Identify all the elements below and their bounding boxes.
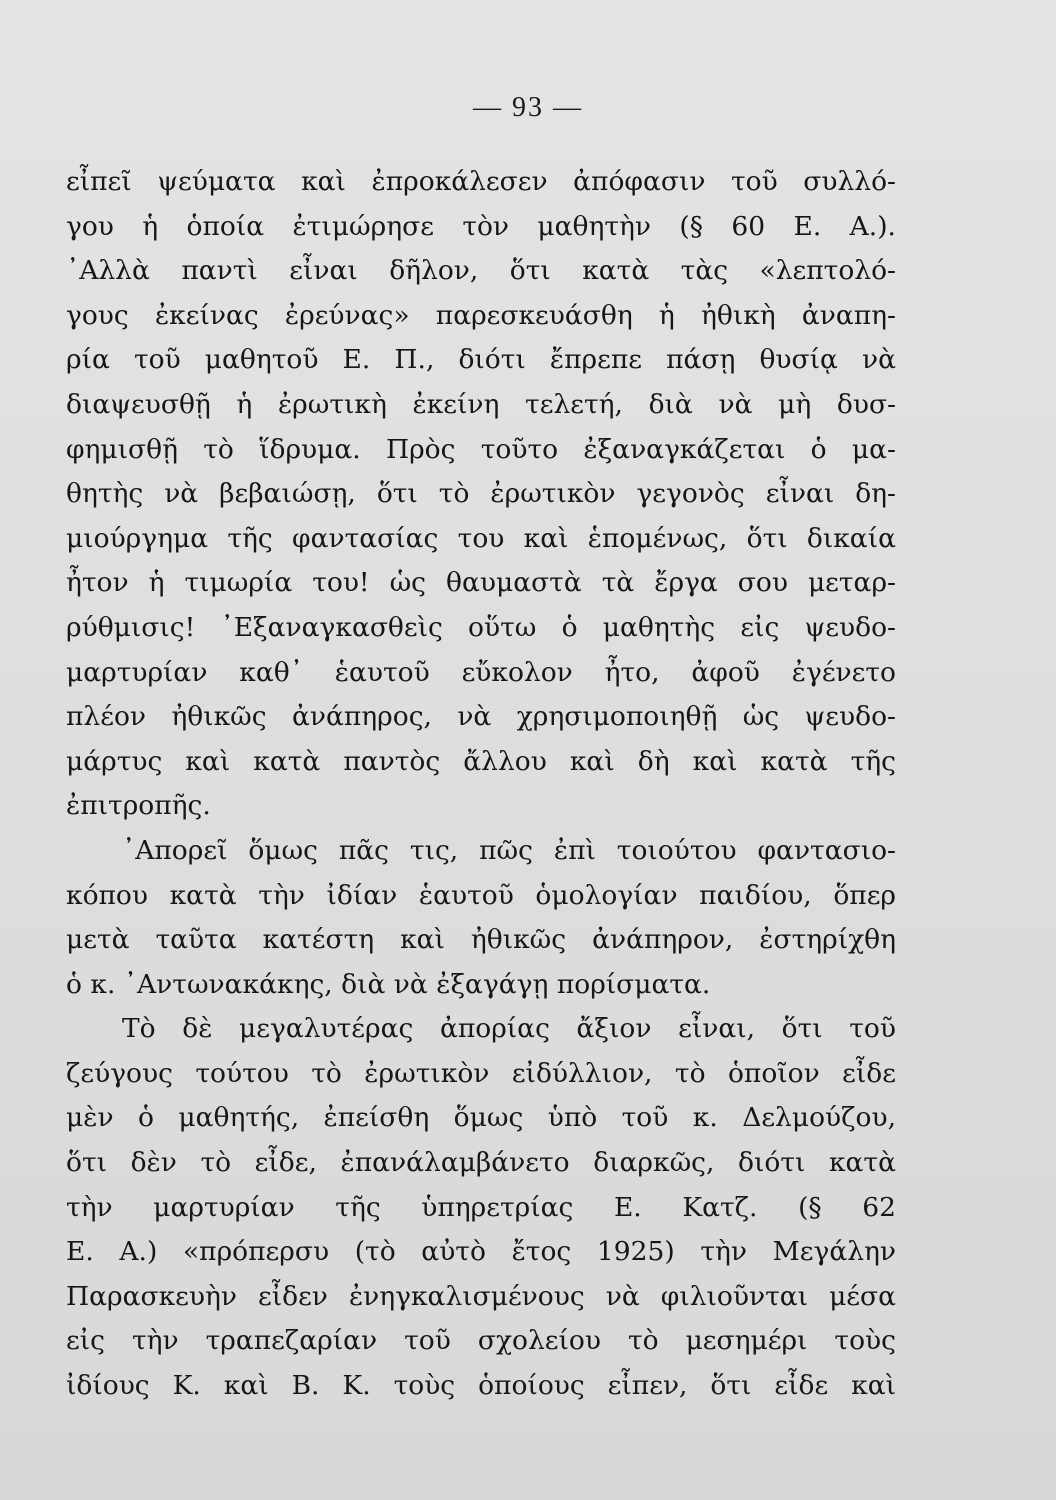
- text-line: ᾿Αλλὰ παντὶ εἶναι δῆλον, ὅτι κατὰ τὰς «λεπτολό-: [66, 255, 896, 287]
- text-line: ρύθμισις! ᾿Εξαναγκασθεὶς οὕτω ὁ μαθητὴς εἰς ψευδο-: [66, 611, 896, 643]
- text-line: Παρασκευὴν εἶδεν ἐνηγκαλισμένους νὰ φιλιοῦνται μέσα: [66, 1280, 896, 1312]
- text-line: ζεύγους τούτου τὸ ἐρωτικὸν εἰδύλλιον, τὸ ὁποῖον εἶδε: [66, 1057, 896, 1089]
- text-line: ἦτον ἡ τιμωρία του! ὡς θαυμαστὰ τὰ ἔργα σου μεταρ-: [66, 567, 896, 599]
- text-line: μετὰ ταῦτα κατέστη καὶ ἠθικῶς ἀνάπηρον, ἐστηρίχθη: [66, 924, 896, 956]
- text-line: μὲν ὁ μαθητής, ἐπείσθη ὅμως ὑπὸ τοῦ κ. Δελμούζου,: [66, 1102, 896, 1134]
- text-line: εἰς τὴν τραπεζαρίαν τοῦ σχολείου τὸ μεσημέρι τοὺς: [66, 1325, 896, 1357]
- text-line: ὅτι δὲν τὸ εἶδε, ἐπανάλαμβάνετο διαρκῶς, διότι κατὰ: [66, 1147, 896, 1179]
- page-number: — 93 —: [473, 92, 583, 123]
- body-text: [66, 160, 896, 1409]
- text-line: ρία τοῦ μαθητοῦ Ε. Π., διότι ἔπρεπε πάσῃ θυσίᾳ νὰ: [66, 344, 896, 376]
- text-line: Τὸ δὲ μεγαλυτέρας ἀπορίας ἄξιον εἶναι, ὅτι τοῦ: [122, 1013, 896, 1045]
- text-line: μάρτυς καὶ κατὰ παντὸς ἄλλου καὶ δὴ καὶ κατὰ τῆς: [66, 745, 896, 777]
- text-line: μιούργημα τῆς φαντασίας του καὶ ἑπομένως, ὅτι δικαία: [66, 522, 896, 554]
- text-line: ἐπιτροπῆς.: [66, 790, 211, 822]
- text-line: διαψευσθῇ ἡ ἐρωτικὴ ἐκείνη τελετή, διὰ νὰ μὴ δυσ-: [66, 388, 896, 420]
- text-line: γου ἡ ὁποία ἐτιμώρησε τὸν μαθητὴν (§ 60 Ε. Α.).: [66, 210, 896, 242]
- text-line: φημισθῇ τὸ ἵδρυμα. Πρὸς τοῦτο ἐξαναγκάζεται ὁ μα-: [66, 433, 896, 465]
- text-line: εἶπεῖ ψεύματα καὶ ἐπροκάλεσεν ἀπόφασιν τοῦ συλλό-: [66, 166, 896, 197]
- text-line: θητὴς νὰ βεβαιώσῃ, ὅτι τὸ ἐρωτικὸν γεγονὸς εἶναι δη-: [66, 478, 896, 510]
- text-line: πλέον ἠθικῶς ἀνάπηρος, νὰ χρησιμοποιηθῇ ὡς ψευδο-: [66, 701, 896, 733]
- text-line: μαρτυρίαν καθ᾿ ἑαυτοῦ εὔκολον ἦτο, ἀφοῦ ἐγένετο: [66, 656, 896, 688]
- text-line: ὁ κ. ᾿Αντωνακάκης, διὰ νὰ ἐξαγάγῃ πορίσματα.: [66, 968, 711, 1000]
- text-line: κόπου κατὰ τὴν ἰδίαν ἑαυτοῦ ὁμολογίαν παιδίου, ὅπερ: [66, 879, 896, 911]
- text-line: γους ἐκείνας ἐρεύνας» παρεσκευάσθη ἡ ἠθικὴ ἀναπη-: [66, 299, 896, 331]
- text-line: ἰδίους Κ. καὶ Β. Κ. τοὺς ὁποίους εἶπεν, ὅτι εἶδε καὶ: [66, 1370, 896, 1402]
- text-line: ᾿Απορεῖ ὅμως πᾶς τις, πῶς ἐπὶ τοιούτου φαντασιο-: [122, 834, 896, 866]
- text-line: τὴν μαρτυρίαν τῆς ὑπηρετρίας Ε. Κατζ. (§ 62: [66, 1191, 896, 1223]
- text-line: Ε. Α.) «πρόπερσυ (τὸ αὐτὸ ἔτος 1925) τὴν Μεγάλην: [66, 1236, 896, 1268]
